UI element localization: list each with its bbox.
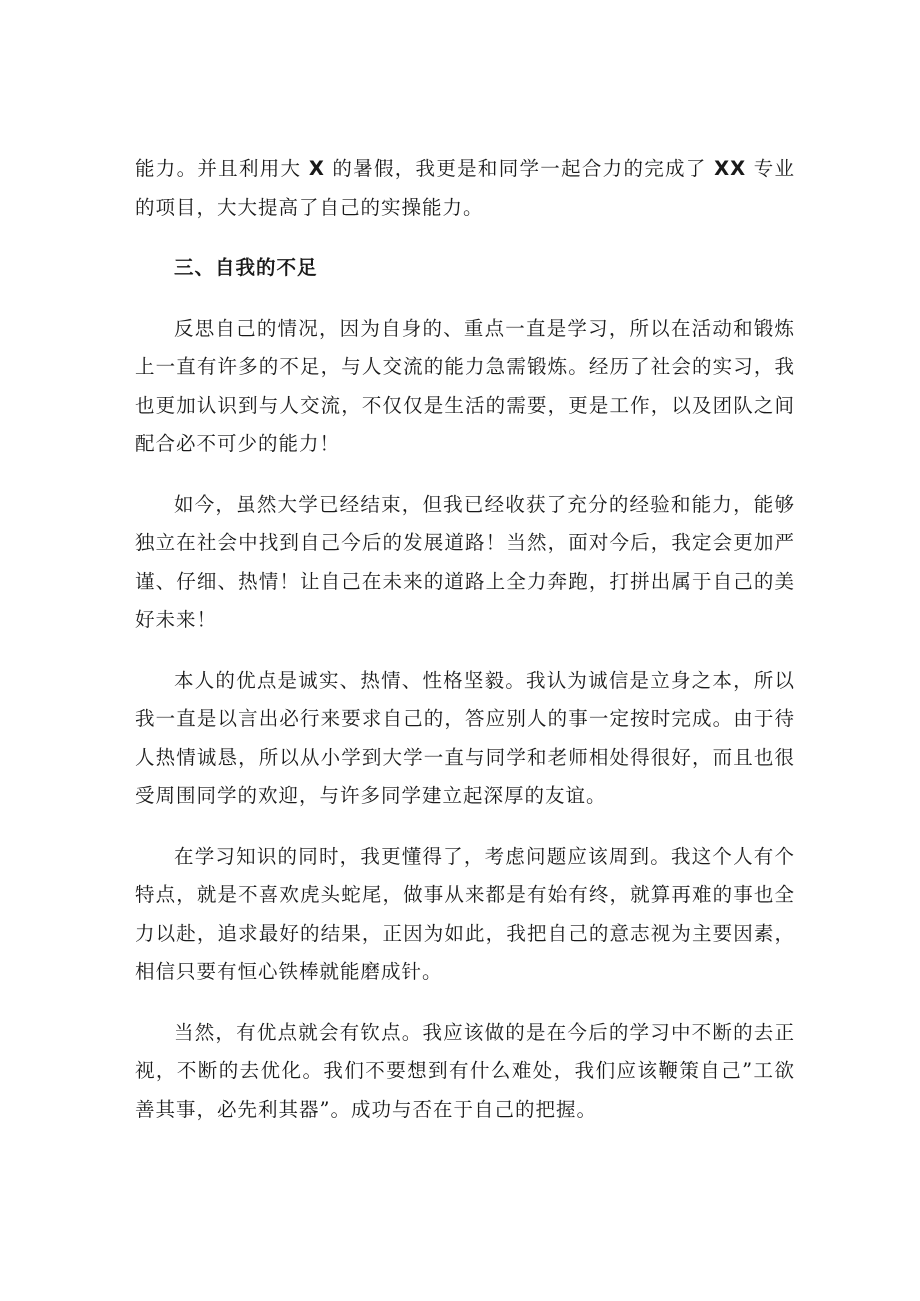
section-heading-shortcomings: 三、自我的不足: [174, 256, 318, 279]
paragraph-conclusion: 当然，有优点就会有钦点。我应该做的是在今后的学习中不断的去正视，不断的去优化。我们不要想到有什么难处，我们应该鞭策自己”工欲善其事，必先利其器”。成功与否在于自己的把握。: [135, 1020, 795, 1121]
paragraph-continuation-text-2: 的暑假，我更是和同学一起合力的完成了: [332, 157, 707, 180]
paragraph-strengths: 本人的优点是诚实、热情、性格坚毅。我认为诚信是立身之本，所以我一直是以言出必行来要求自己的，答应别人的事一定按时完成。由于待人热情诚恳，所以从小学到大学一直与同学和老师相处得很好，而且也很受周围同学的欢迎，与许多同学建立起深厚的友谊。: [135, 668, 795, 807]
paragraph-reflection: 反思自己的情况，因为自身的、重点一直是学习，所以在活动和锻炼上一直有许多的不足，与人交流的能力急需锻炼。经历了社会的实习，我也更加认识到与人交流，不仅仅是生活的需要，更是工作，以及团队之间配合必不可少的能力！: [135, 316, 795, 455]
document-body: [135, 150, 795, 1151]
placeholder-xx: XX: [714, 157, 747, 180]
paragraph-graduation: 如今，虽然大学已经结束，但我已经收获了充分的经验和能力，能够独立在社会中找到自己今后的发展道路！当然，面对今后，我定会更加严谨、仔细、热情！让自己在未来的道路上全力奔跑，打拼出属于自己的美好未来！: [135, 492, 795, 631]
paragraph-learning: 在学习知识的同时，我更懂得了，考虑问题应该周到。我这个人有个特点，就是不喜欢虎头蛇尾，做事从来都是有始有终，就算再难的事也全力以赴，追求最好的结果，正因为如此，我把自己的意志视为主要因素，相信只要有恒心铁棒就能磨成针。: [135, 844, 795, 983]
paragraph-continuation-text-1: 能力。并且利用大: [135, 157, 302, 180]
paragraph-continuation: [135, 150, 795, 227]
placeholder-x: X: [308, 157, 325, 180]
paragraph-continuation-text-3: 专业的项目，大大提高了自己的实操能力。: [135, 157, 795, 219]
